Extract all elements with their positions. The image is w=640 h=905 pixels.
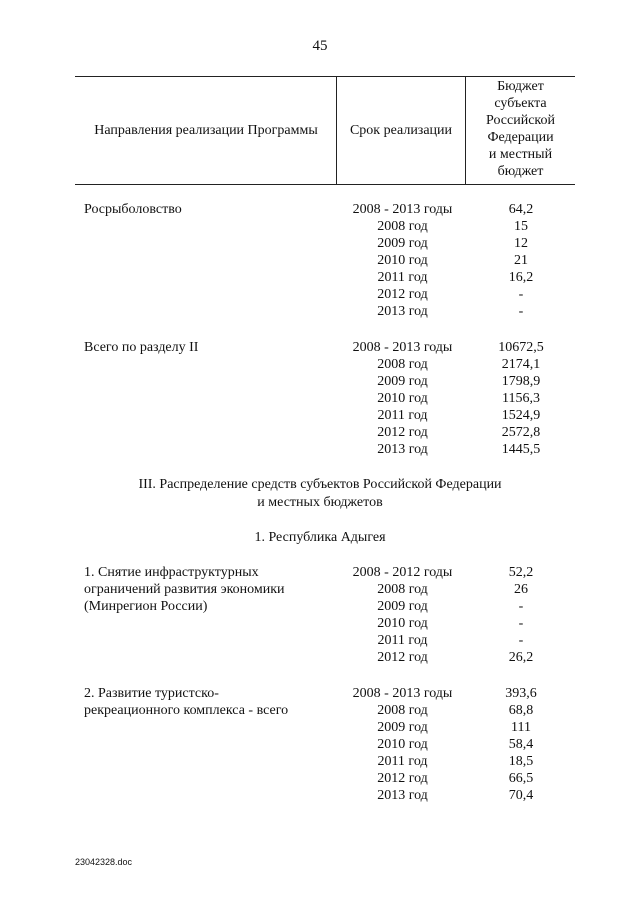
value-cell: 58,4 bbox=[508, 737, 534, 752]
table-top-rule bbox=[75, 76, 575, 77]
period-cell: 2013 год bbox=[377, 788, 428, 803]
period-cell: 2012 год bbox=[377, 425, 428, 440]
period-cell: 2008 - 2012 годы bbox=[352, 565, 453, 580]
period-cell: 2008 - 2013 годы bbox=[352, 340, 453, 355]
period-cell: 2012 год bbox=[377, 771, 428, 786]
period-cell: 2012 год bbox=[377, 650, 428, 665]
header-budget-line: и местный bbox=[488, 147, 553, 162]
period-cell: 2011 год bbox=[377, 633, 428, 648]
page-number: 45 bbox=[312, 38, 328, 54]
value-cell: 1445,5 bbox=[501, 442, 541, 457]
period-cell: 2008 год bbox=[377, 703, 428, 718]
period-cell: 2008 год bbox=[377, 219, 428, 234]
header-col-directions: Направления реализации Программы bbox=[94, 123, 318, 138]
value-cell: - bbox=[518, 599, 524, 614]
period-cell: 2008 год bbox=[377, 357, 428, 372]
value-cell: 2572,8 bbox=[501, 425, 541, 440]
value-cell: 66,5 bbox=[508, 771, 534, 786]
section-title-line-2: и местных бюджетов bbox=[257, 495, 383, 510]
period-cell: 2010 год bbox=[377, 253, 428, 268]
period-cell: 2010 год bbox=[377, 616, 428, 631]
value-cell: 15 bbox=[514, 219, 528, 234]
item-name-line: ограничений развития экономики bbox=[84, 582, 285, 597]
header-budget-line: субъекта bbox=[494, 96, 547, 111]
value-cell: - bbox=[518, 287, 524, 302]
period-cell: 2008 - 2013 годы bbox=[352, 202, 453, 217]
value-cell: 26 bbox=[514, 582, 528, 597]
period-cell: 2008 год bbox=[377, 582, 428, 597]
period-cell: 2009 год bbox=[377, 720, 428, 735]
item-name-line: (Минрегион России) bbox=[84, 599, 208, 614]
header-budget-line: Федерации bbox=[487, 130, 554, 145]
value-cell: 68,8 bbox=[508, 703, 534, 718]
value-cell: 393,6 bbox=[505, 686, 537, 701]
period-cell: 2009 год bbox=[377, 599, 428, 614]
value-cell: - bbox=[518, 633, 524, 648]
period-cell: 2009 год bbox=[377, 374, 428, 389]
period-cell: 2008 - 2013 годы bbox=[352, 686, 453, 701]
section-title-line-1: III. Распределение средств субъектов Российской Федерации bbox=[138, 477, 502, 492]
period-cell: 2013 год bbox=[377, 442, 428, 457]
value-cell: 1156,3 bbox=[502, 391, 540, 406]
period-cell: 2012 год bbox=[377, 287, 428, 302]
header-col-budget bbox=[466, 78, 575, 180]
table-header-bottom-rule bbox=[75, 184, 575, 185]
block-name: Всего по разделу II bbox=[84, 340, 199, 355]
period-cell: 2011 год bbox=[377, 270, 428, 285]
value-cell: 52,2 bbox=[508, 565, 534, 580]
value-cell: 26,2 bbox=[508, 650, 534, 665]
value-cell: 10672,5 bbox=[498, 340, 544, 355]
period-cell: 2010 год bbox=[377, 737, 428, 752]
value-cell: 21 bbox=[514, 253, 528, 268]
value-cell: 1524,9 bbox=[501, 408, 541, 423]
item-name-line: 2. Развитие туристско- bbox=[84, 686, 219, 701]
value-cell: - bbox=[518, 304, 524, 319]
section-subtitle: 1. Республика Адыгея bbox=[254, 530, 386, 545]
block-name: Росрыболовство bbox=[84, 202, 182, 217]
period-cell: 2011 год bbox=[377, 408, 428, 423]
value-cell: 64,2 bbox=[508, 202, 534, 217]
value-cell: 2174,1 bbox=[501, 357, 541, 372]
period-cell: 2009 год bbox=[377, 236, 428, 251]
item-name-line: 1. Снятие инфраструктурных bbox=[84, 565, 259, 580]
value-cell: 16,2 bbox=[508, 270, 534, 285]
value-cell: 111 bbox=[511, 720, 531, 735]
header-col-period: Срок реализации bbox=[349, 123, 453, 138]
header-budget-line: бюджет bbox=[497, 164, 544, 179]
value-cell: 1798,9 bbox=[501, 374, 541, 389]
value-cell: 12 bbox=[514, 236, 528, 251]
period-cell: 2013 год bbox=[377, 304, 428, 319]
value-cell: 70,4 bbox=[508, 788, 534, 803]
value-cell: - bbox=[518, 616, 524, 631]
value-cell: 18,5 bbox=[508, 754, 534, 769]
header-budget-line: Российской bbox=[486, 113, 555, 128]
item-name-line: рекреационного комплекса - всего bbox=[84, 703, 289, 718]
header-budget-line: Бюджет bbox=[497, 79, 544, 94]
footer-filename: 23042328.doc bbox=[75, 857, 133, 867]
period-cell: 2010 год bbox=[377, 391, 428, 406]
period-cell: 2011 год bbox=[377, 754, 428, 769]
